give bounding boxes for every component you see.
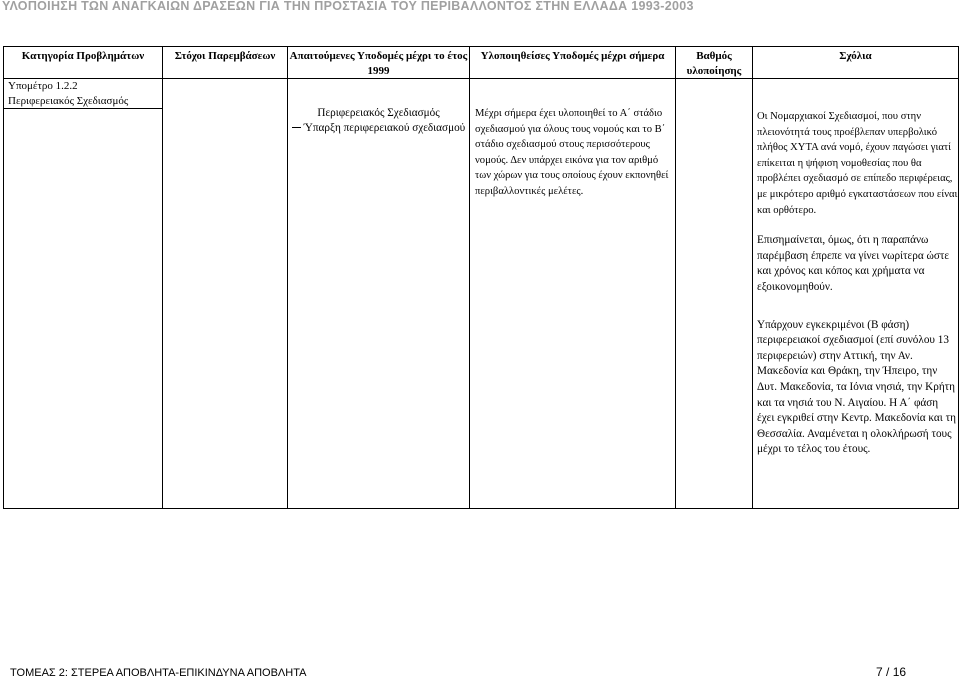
column-header-required: Απαιτούμενες Υποδομές μέχρι το έτος 1999 <box>288 47 470 79</box>
comments-cell <box>753 79 959 509</box>
required-item <box>288 121 469 136</box>
comment-paragraph-2: Επισημαίνεται, όμως, ότι η παραπάνω παρέμβαση έπρεπε να γίνει νωρίτερα ώστε και χρόνος και κόπος και χρήματα να εξοικονομηθούν. <box>757 234 950 293</box>
page-separator: / <box>886 665 890 679</box>
category-submeasure: Υπομέτρο 1.2.2 <box>8 80 78 92</box>
comment-paragraph-3: Υπάρχουν εγκεκριμένοι (Β φάση) περιφερειακοί σχεδιασμοί (επί συνόλου 13 περιφερειών) στην Αττική, την Αν. Μακεδονία και Θράκη, την Ήπειρο, την Δυτ. Μακεδονία, τα Ιόνια νησιά, την Κρήτη και τα νησιά του Ν. Αιγαίου. Η Α΄ φάση έχει εγκριθεί στην Κεντρ. Μακεδονία και τη Θεσσαλία. Αναμένεται η ολοκλήρωσή τους μέχρι το τέλος του έτους. <box>757 318 956 456</box>
page-number <box>876 665 906 679</box>
degree-cell <box>676 79 753 509</box>
footer-section-label: ΤΟΜΕΑΣ 2: ΣΤΕΡΕΑ ΑΠΟΒΛΗΤΑ-ΕΠΙΚΙΝΔΥΝΑ ΑΠΟΒΛΗΤΑ <box>10 667 307 679</box>
measures-table <box>3 46 959 509</box>
category-cell-empty <box>4 109 163 509</box>
page-total: 16 <box>892 665 907 679</box>
column-header-degree: Βαθμός υλοποίησης <box>676 47 753 79</box>
column-header-goals: Στόχοι Παρεμβάσεων <box>163 47 288 79</box>
column-header-category: Κατηγορία Προβλημάτων <box>4 47 163 79</box>
list-dash <box>292 127 301 128</box>
required-item-text: Ύπαρξη περιφερειακού σχεδιασμού <box>303 121 466 134</box>
table-row <box>4 79 959 109</box>
comment-paragraph-1: Οι Νομαρχιακοί Σχεδιασμοί, που στην πλειονότητά τους προέβλεπαν υπερβολικό πλήθος ΧΥΤΑ ανά νομό, έχουν παγώσει γιατί επίκειται η ψήφιση νομοθεσίας που θα προβλέπει σχεδιασμό σε επίπεδο περιφέρειας, με μικρότερο αριθμό εγκαταστάσεων που είναι και ορθότερο. <box>757 111 958 216</box>
category-name: Περιφερειακός Σχεδιασμός <box>8 94 129 107</box>
column-header-comments: Σχόλια <box>753 47 959 79</box>
required-title: Περιφερειακός Σχεδιασμός <box>317 107 440 119</box>
category-cell <box>4 79 163 109</box>
document-header-title: ΥΛΟΠΟΙΗΣΗ ΤΩΝ ΑΝΑΓΚΑΙΩΝ ΔΡΑΣΕΩΝ ΓΙΑ ΤΗΝ ΠΡΟΣΤΑΣΙΑ ΤΟΥ ΠΕΡΙΒΑΛΛΟΝΤΟΣ ΣΤΗΝ ΕΛΛΑΔΑ 1993-2003 <box>2 0 694 13</box>
page-current: 7 <box>876 665 883 679</box>
column-header-implemented: Υλοποιηθείσες Υποδομές μέχρι σήμερα <box>470 47 676 79</box>
implemented-text: Μέχρι σήμερα έχει υλοποιηθεί το Α΄ στάδιο σχεδιασμού για όλους τους νομούς και το Β΄ στάδιο σχεδιασμού στους περισσότερους νομούς. Δεν υπάρχει εικόνα για τον αριθμό των χώρων για τους οποίους έχουν εκπονηθεί περιβαλλοντικές μελέτες. <box>475 108 669 197</box>
implemented-cell <box>470 79 676 509</box>
required-cell <box>288 79 470 509</box>
goals-cell <box>163 79 288 509</box>
table-header-row <box>4 47 959 79</box>
